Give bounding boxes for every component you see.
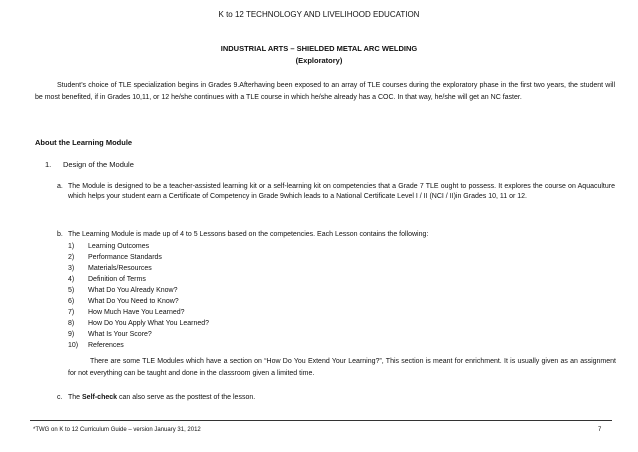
list-item — [68, 274, 209, 285]
list-item-number: 6) — [68, 298, 75, 305]
lesson-contents-list — [68, 241, 209, 351]
design-title: Design of the Module — [63, 160, 134, 169]
paragraph-b-label: b. — [57, 231, 63, 238]
paragraph-c-prefix: The — [68, 394, 83, 401]
list-item-text: What Is Your Score? — [88, 331, 152, 338]
list-item — [68, 252, 209, 263]
design-number: 1. — [45, 160, 52, 169]
list-item — [68, 318, 209, 329]
design-heading — [45, 160, 134, 169]
list-item-text: Materials/Resources — [88, 265, 152, 272]
paragraph-c — [57, 393, 615, 403]
enrichment-paragraph: There are some TLE Modules which have a section on “How Do You Extend Your Learning?”, This section is meant for enrichment. It is usually given as an assignment for not everything can be taught and done in the classroom given a limited time. — [68, 358, 616, 377]
list-item-text: How Much Have You Learned? — [88, 309, 185, 316]
paragraph-a-label: a. — [57, 183, 63, 190]
list-item — [68, 340, 209, 351]
list-item-text: What Do You Already Know? — [88, 287, 178, 294]
list-item-text: Learning Outcomes — [88, 243, 150, 250]
list-item-number: 1) — [68, 243, 75, 250]
list-item — [68, 285, 209, 296]
footer-divider — [30, 420, 612, 421]
list-item-text: References — [88, 342, 124, 349]
page-number: 7 — [598, 427, 602, 433]
paragraph-b-text: The Learning Module is made up of 4 to 5 Lessons based on the competencies. Each Lesson contains the following: — [68, 231, 429, 238]
section-heading: About the Learning Module — [35, 138, 133, 147]
list-item-text: Performance Standards — [88, 254, 162, 261]
list-item-number: 4) — [68, 276, 75, 283]
paragraph-b — [57, 230, 615, 240]
list-item-number: 7) — [68, 309, 75, 316]
footer-note: *TWG on K to 12 Curriculum Guide – version January 31, 2012 — [33, 427, 201, 433]
header-program-title: K to 12 TECHNOLOGY AND LIVELIHOOD EDUCATION — [218, 10, 420, 19]
list-item-number: 3) — [68, 265, 75, 272]
list-item-number: 8) — [68, 320, 75, 327]
list-item-number: 2) — [68, 254, 75, 261]
paragraph-a-text: The Module is designed to be a teacher-assisted learning kit or a self-learning kit on competencies that a Grade 7 TLE ought to possess. It explores the course on Aquaculture which helps your student earn a Certificate of Competency in Grade 9which leads to a National Certificate Level I / II (NCI / II)in Grades 10, 11 or 12. — [68, 183, 615, 200]
intro-paragraph: Student’s choice of TLE specialization begins in Grades 9.Afterhaving been exposed to an array of TLE courses during the exploratory phase in the first two years, the student will be most benefited, if in Grades 10,11, or 12 he/she continues with a TLE course in which he/she already has a COC. In that way, he/she will get an NC faster. — [35, 82, 615, 101]
list-item-number: 9) — [68, 331, 75, 338]
list-item — [68, 329, 209, 340]
list-item-text: How Do You Apply What You Learned? — [88, 320, 210, 327]
list-item — [68, 296, 209, 307]
list-item-number: 10) — [68, 342, 79, 349]
paragraph-c-label: c. — [57, 394, 63, 401]
list-item — [68, 263, 209, 274]
list-item-text: What Do You Need to Know? — [88, 298, 179, 305]
paragraph-c-bold-term: Self-check — [82, 394, 118, 401]
paragraph-a — [57, 182, 615, 202]
list-item — [68, 241, 209, 252]
header-course-title: INDUSTRIAL ARTS – SHIELDED METAL ARC WELDING — [220, 44, 418, 53]
paragraph-c-suffix: can also serve as the posttest of the lesson. — [117, 394, 256, 401]
list-item — [68, 307, 209, 318]
list-item-text: Definition of Terms — [88, 276, 146, 283]
paragraph-c-text — [68, 393, 615, 403]
list-item-number: 5) — [68, 287, 75, 294]
header-subtitle: (Exploratory) — [295, 56, 343, 65]
